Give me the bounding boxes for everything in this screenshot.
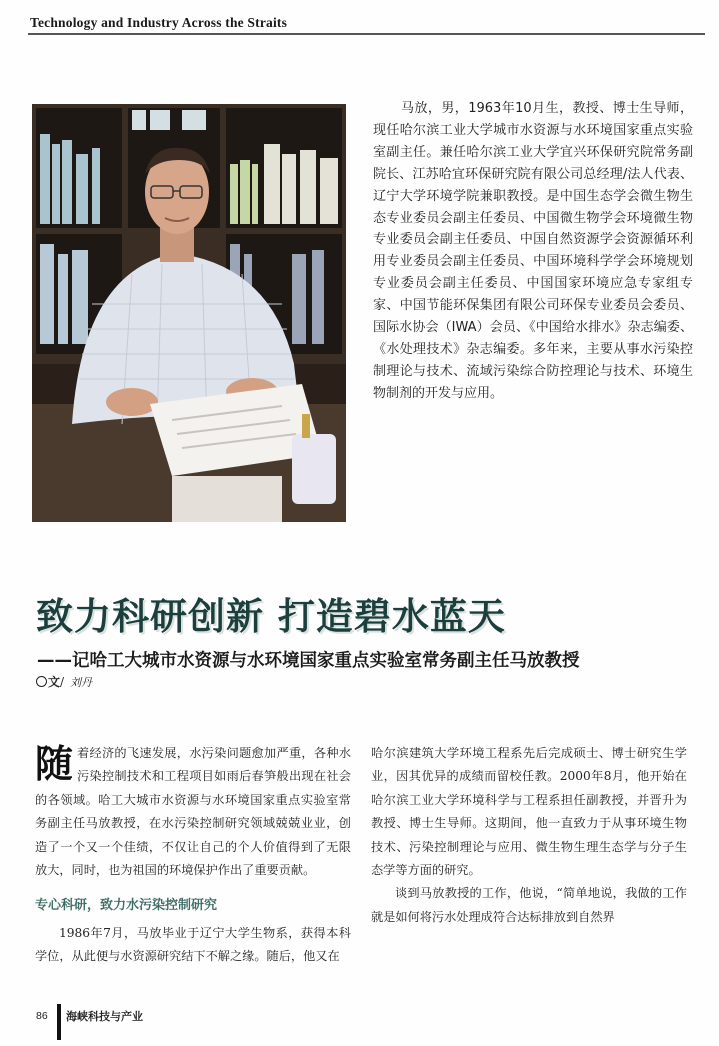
footer-bar xyxy=(57,1004,61,1040)
bio-paragraph: 马放，男，1963年10月生，教授、博士生导师，现任哈尔滨工业大学城市水资源与水环境国家重点实验室副主任。兼任哈尔滨工业大学宜兴环保研究院常务副院长、江苏哈宜环保研究院有限公司总经理/法人代表、辽宁大学环境学院兼职教授。是中国生态学会微生物生态专业委员会副主任委员、中国微生物学会环境微生物专业委员会副主任委员、中国自然资源学会资源循环利用专业委员会副主任委员、中国环境科学学会环境规划专业委员会副主任委员、中国国家环境应急专家组专家、中国节能环保集团有限公司环保专业委员会委员、国际水协会（IWA）会员、《中国给水排水》杂志编委、《水处理技术》杂志编委。多年来，主要从事水污染控制理论与技术、流域污染综合防控理论与技术、环境生物制剂的开发与应用。 xyxy=(373,101,693,401)
article-title: 致力科研创新 打造碧水蓝天 xyxy=(36,595,506,638)
running-header xyxy=(0,0,719,36)
section-heading: 专心科研，致力水污染控制研究 xyxy=(35,898,218,914)
byline-separator: / xyxy=(60,675,65,689)
journal-title: Technology and Industry Across the Straits xyxy=(30,15,288,30)
paragraph-1-text: 着经济的飞速发展，水污染问题愈加严重，各种水污染控制技术和工程项目如雨后春笋般出现在社会的各领域。哈工大城市水资源与水环境国家重点实验室常务副主任马放教授，在水污染控制研究领域兢兢业业，创造了一个又一个佳绩，不仅让自己的个人价值得到了无限放大，同时，也为祖国的环境保护作出了重要贡献。 xyxy=(35,746,351,878)
portrait-photo xyxy=(32,104,346,522)
magazine-name: 海峡科技与产业 xyxy=(66,1010,143,1023)
article-subtitle: ——记哈工大城市水资源与水环境国家重点实验室常务副主任马放教授 xyxy=(37,651,580,671)
byline-label: 文 xyxy=(48,675,61,689)
paragraph-3: 谈到马放教授的工作，他说，“简单地说，我做的工作就是如何将污水处理成符合达标排放到自然界 xyxy=(371,886,687,924)
page-footer xyxy=(36,1002,236,1042)
header-rule xyxy=(28,33,705,35)
byline xyxy=(36,673,92,690)
paragraph-2-continued: 哈尔滨建筑大学环境工程系先后完成硕士、博士研究生学业，因其优异的成绩而留校任教。2000年8月，他开始在哈尔滨工业大学环境科学与工程系担任副教授，并晋升为教授、博士生导师。这期间，他一直致力于从事环境生物技术、污染控制理论与应用、微生物生理生态学与分子生态学等方面的研究。 xyxy=(371,746,687,878)
author-name: 刘丹 xyxy=(70,676,93,689)
paragraph-2: 1986年7月，马放毕业于辽宁大学生物系，获得本科学位，从此便与水资源研究结下不解之缘。随后，他又在 xyxy=(35,925,351,964)
page-number: 86 xyxy=(36,1010,48,1022)
dropcap: 随 xyxy=(35,741,74,786)
article-column-right xyxy=(371,742,687,929)
circle-icon xyxy=(36,676,47,687)
article-column-left xyxy=(35,742,351,969)
paragraph-1 xyxy=(35,742,351,882)
